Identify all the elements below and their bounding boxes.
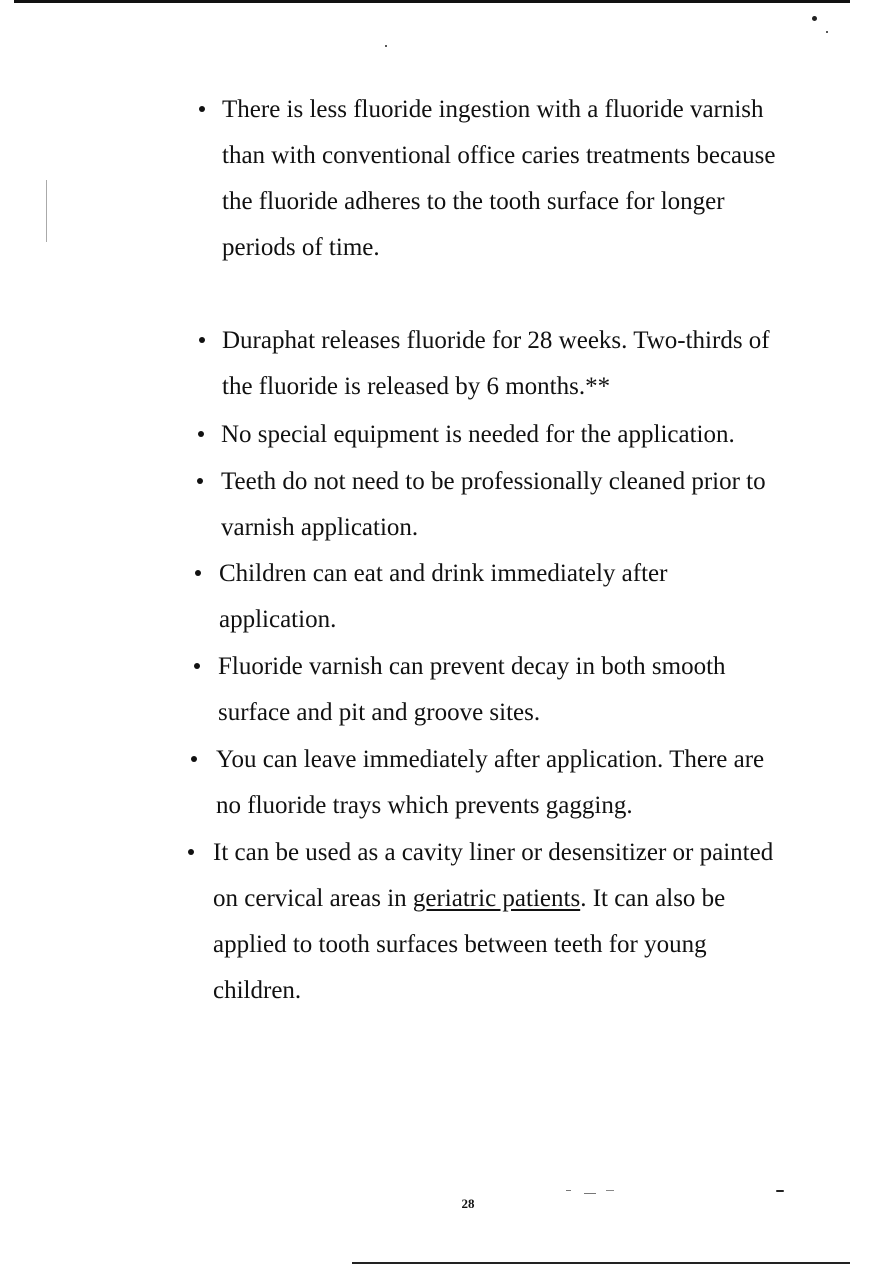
margin-mark	[46, 180, 47, 242]
scan-speck	[606, 1190, 614, 1191]
bullet-line: Teeth do not need to be professionally cleaned prior to	[221, 468, 766, 495]
scan-speck	[776, 1190, 784, 1192]
scan-speck	[385, 45, 387, 47]
bullet-line: It can be used as a cavity liner or desensitizer or painted	[213, 839, 774, 866]
bullet-line: periods of time.	[222, 234, 380, 261]
bullet-item	[218, 644, 726, 736]
bullet-item	[222, 318, 770, 410]
bullet-line: varnish application.	[221, 514, 419, 541]
bullet-dot	[199, 106, 205, 112]
bullet-dot	[195, 570, 201, 576]
bullet-line: no fluoride trays which prevents gagging.	[216, 792, 633, 819]
bullet-dot	[199, 337, 205, 343]
scan-speck	[566, 1190, 571, 1191]
bullet-line: the fluoride is released by 6 months.**	[222, 373, 611, 400]
bullet-dot	[191, 756, 197, 762]
bullet-line: the fluoride adheres to the tooth surface for longer	[222, 188, 725, 215]
bullet-line-segment: on cervical areas in	[213, 885, 413, 912]
bullet-item	[219, 551, 667, 643]
scan-speck	[584, 1193, 596, 1194]
bullet-line: You can leave immediately after application. There are	[216, 746, 765, 773]
top-rule	[14, 0, 850, 3]
bullet-dot	[197, 478, 203, 484]
bullet-line: No special equipment is needed for the application.	[221, 421, 735, 448]
bullet-item	[221, 412, 735, 458]
scan-speck	[812, 16, 817, 21]
bullet-line	[213, 876, 773, 922]
bullet-line: Children can eat and drink immediately after	[219, 560, 668, 587]
bullet-dot	[198, 431, 204, 437]
bullet-line: Duraphat releases fluoride for 28 weeks. Two-thirds of	[222, 327, 770, 354]
scan-speck	[826, 31, 828, 33]
bottom-rule	[352, 1262, 850, 1264]
bullet-line: children.	[213, 977, 302, 1004]
page-number: 28	[461, 1196, 475, 1211]
bullet-line: Fluoride varnish can prevent decay in both smooth	[218, 653, 726, 680]
bullet-dot	[194, 663, 200, 669]
bullet-line: than with conventional office caries treatments because	[222, 142, 776, 169]
bullet-line: application.	[219, 606, 337, 633]
bullet-item	[216, 737, 764, 829]
bullet-item	[213, 830, 773, 1014]
bullet-line: There is less fluoride ingestion with a fluoride varnish	[222, 96, 764, 123]
underlined-term: geriatric patients	[412, 885, 581, 912]
bullet-line: surface and pit and groove sites.	[218, 699, 541, 726]
bullet-line: applied to tooth surfaces between teeth for young	[213, 931, 707, 958]
bullet-line-segment: . It can also be	[580, 885, 726, 912]
bullet-item	[222, 87, 775, 271]
bullet-dot	[188, 849, 194, 855]
bullet-item	[221, 459, 766, 551]
